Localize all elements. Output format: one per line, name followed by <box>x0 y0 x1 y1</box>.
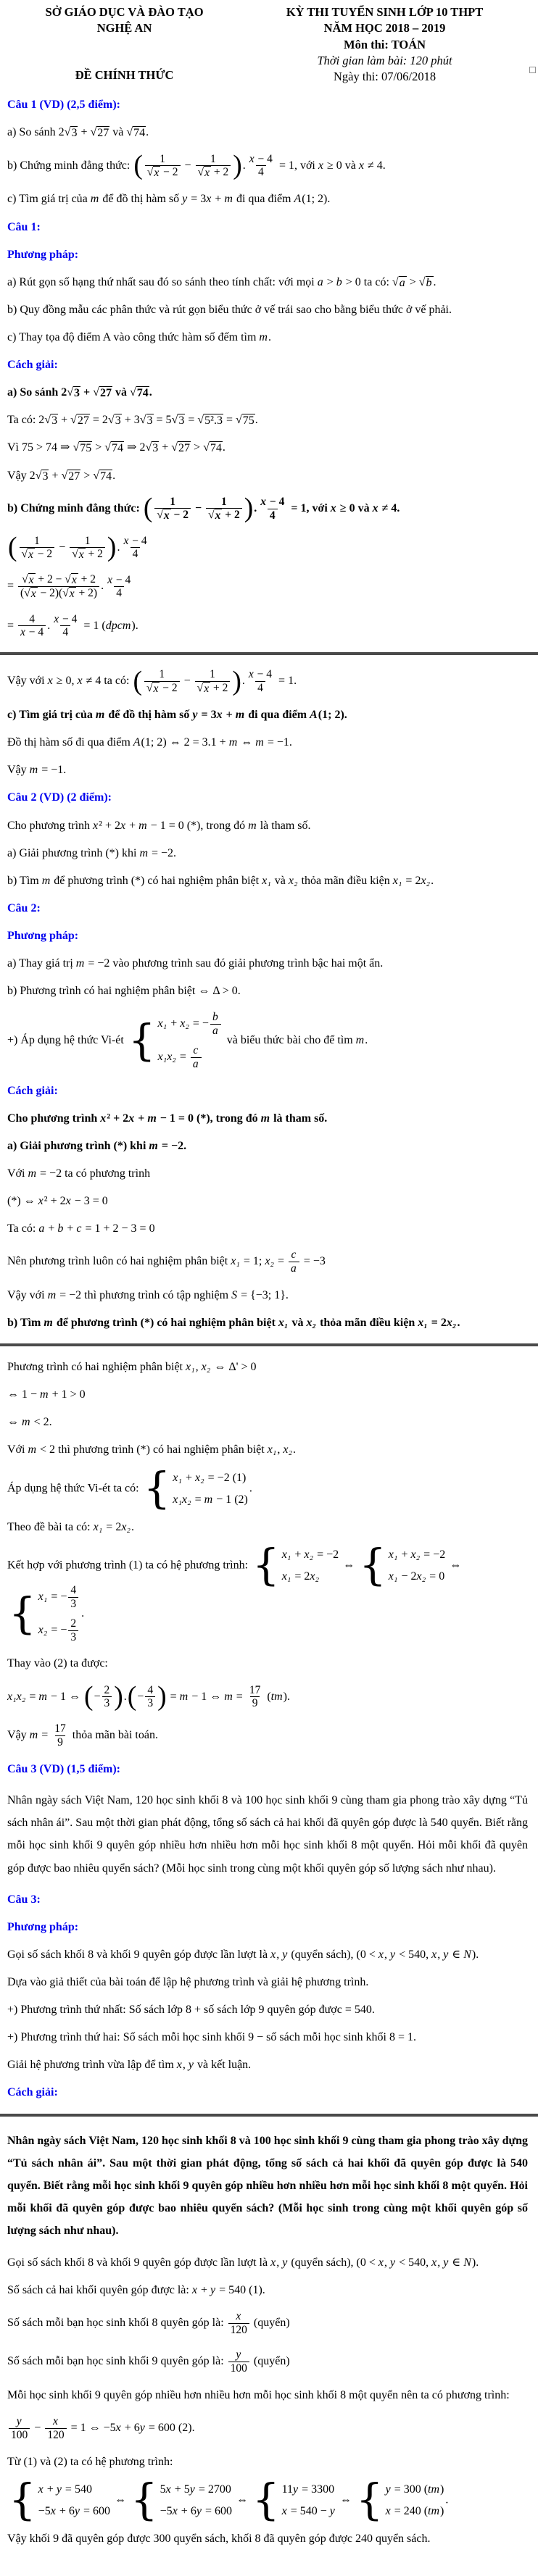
text-line: Vậy m = $\frac{17}{9}$ thỏa mãn bài toán. <box>7 1722 158 1749</box>
fraction: $\frac{4}{x - 4}$ <box>18 613 46 640</box>
fraction: $\frac{x}{120}$ <box>228 2310 249 2337</box>
equation-system: { 5x + 5y = 2700 −5x + 6y = 600 <box>130 2475 232 2525</box>
document-header <box>7 4 528 85</box>
section-heading: Phương pháp: <box>7 1920 79 1933</box>
text-line: Thay vào (2) ta được: <box>7 1657 108 1670</box>
square-root: √ 74 <box>129 386 149 400</box>
text-line: Số sách mỗi bạn học sinh khối 9 quyên góp là: $\frac{y}{100}$ (quyển) <box>7 2348 290 2375</box>
exam-date: Ngày thi: 07/06/2018 <box>333 70 436 84</box>
square-root: √ a <box>392 275 405 289</box>
text-line: +) Phương trình thứ hai: Số sách mỗi học sinh khối 9 − số sách mỗi học sinh khối 8 = 1. <box>7 2031 416 2044</box>
fraction: $\frac{2}{3}$ <box>68 1617 78 1644</box>
document-body <box>7 97 528 2546</box>
text-line: = √ x + 2 − √ x + 2 ( √ x − 2)( √ x + 2) . $\frac{x - 4}{4}$ <box>7 573 528 600</box>
section-heading: Phương pháp: <box>7 929 79 942</box>
fraction: $\frac{b}{a}$ <box>210 1011 221 1038</box>
section-heading: Câu 2 (VD) (2 điểm): <box>7 791 112 804</box>
text-line: c) Tìm giá trị của m để đồ thị hàm số y = 3x + m đi qua điểm A(1; 2). <box>7 193 331 206</box>
text-line: a) So sánh 2 √ 3 + √ 27 và √ 74 . <box>7 386 152 400</box>
text-line: Vậy khối 9 đã quyên góp được 300 quyển sách, khối 8 đã quyên góp được 240 quyển sách. <box>7 2533 431 2546</box>
text-line: = $\frac{4}{x - 4}$ . $\frac{x - 4}{4}$ = 1 (dpcm). <box>7 612 138 639</box>
square-root: √ x <box>196 682 210 696</box>
text-line: Áp dụng hệ thức Vi-ét ta có: { x₁ + x₂ = −2 (1) x₁x₂ = m − 1 (2) . <box>7 1463 252 1514</box>
section-divider <box>0 1343 538 1346</box>
text-line: +) Phương trình thứ nhất: Số sách lớp 8 + số sách lớp 9 quyên góp được = 540. <box>7 2004 375 2017</box>
square-root: √ 74 <box>203 441 222 455</box>
square-root: √ 3 <box>44 414 58 428</box>
square-root: √ 3 <box>145 441 159 455</box>
fraction: $\frac{17}{9}$ <box>249 1683 261 1710</box>
text-line: a) Giải phương trình (*) khi m = −2. <box>7 846 177 859</box>
text-line: (*) ⇔ x² + 2x − 3 = 0 <box>7 1195 108 1208</box>
province-name: NGHỆ AN <box>96 21 152 36</box>
section-heading: Câu 2: <box>7 901 41 914</box>
section-heading: Cách giải: <box>7 2086 58 2099</box>
fraction: $\frac{y}{100}$ <box>9 2415 30 2442</box>
text-line: Phương trình có hai nghiệm phân biệt x₁, x₂ ⇔ Δ' > 0 <box>7 1361 257 1374</box>
square-root: √ b <box>418 275 432 289</box>
missing-glyph-box <box>529 67 536 73</box>
section-heading: Câu 1: <box>7 220 41 233</box>
text-line: Cho phương trình x² + 2x + m − 1 = 0 (*), trong đó m là tham số. <box>7 819 311 832</box>
header-right-column <box>241 4 528 85</box>
text-line: { x + y = 540 −5x + 6y = 600 ⇔ { 5x + 5y = 2700 −5x + 6y = 600 ⇔ { 11y = 3300 x = 540 − y ⇔ { y = 300 (tm) x = 240 (tm) . <box>9 2475 449 2525</box>
fraction: $\frac{x - 4}{4}$ <box>54 612 78 639</box>
exam-title: KỲ THI TUYỂN SINH LỚP 10 THPT <box>286 5 484 19</box>
subject-name: Môn thi: TOÁN <box>344 37 426 51</box>
header-left-column <box>7 4 241 85</box>
fraction: $\frac{4}{3}$ <box>145 1684 155 1711</box>
section-heading: Cách giải: <box>7 359 58 372</box>
text-line: Nhân ngày sách Việt Nam, 120 học sinh khối 8 và 100 học sinh khối 9 cùng tham gia phong trào xây dựng “Tủ sách nhân ái”. Sau một thời gian phát động, tổng số sách cả hai khối đã quyên góp được là 540 quyển. Biết rằng mỗi học sinh khối 9 quyên góp nhiều hơn nhiều hơn mỗi học sinh khối 8 một quyển. Hỏi mỗi khối đã quyên góp được bao nhiêu quyển sách? (Mỗi học sinh trong cùng một khối quyên góp số lượng sách như nhau). <box>7 2134 528 2238</box>
square-root: √ x <box>62 587 75 601</box>
fraction: √ x + 2 − √ x + 2 ( √ x − 2)( √ x + 2) <box>18 573 99 600</box>
fraction: $\frac{x}{120}$ <box>45 2415 66 2442</box>
text-line: x₁x₂ = m − 1 ⇔ (− $\frac{2}{3}$ ).(− $\frac{4}{3}$ ) = m − 1 ⇔ m = $\frac{17}{9}$ (tm). <box>7 1681 290 1712</box>
equation-system: { y = 300 (tm) x = 240 (tm) <box>355 2475 444 2525</box>
square-root: √ 3 <box>35 469 49 483</box>
square-root: √ 27 <box>171 441 191 455</box>
department-name: SỞ GIÁO DỤC VÀ ĐÀO TẠO <box>45 5 204 19</box>
fraction: 1 √ x + 2 <box>195 668 231 695</box>
section-heading: Cách giải: <box>7 1084 58 1097</box>
text-line: b) Chứng minh đẳng thức: ( 1 √ x − 2 − 1 √ x + 2 ). $\frac{x - 4}{4}$ = 1, với x ≥ 0 và x ≠ 4. <box>7 493 400 524</box>
section-heading: Phương pháp: <box>7 248 79 261</box>
text-line: a) Thay giá trị m = −2 vào phương trình sau đó giải phương trình bậc hai một ẩn. <box>7 957 384 970</box>
text-line: Ta có: 2 √ 3 + √ 27 = 2 √ 3 + 3 √ 3 = 5 √ 3 = √ 5².3 = √ 75 . <box>7 414 258 428</box>
text-line: Vậy với m = −2 thì phương trình có tập nghiệm S = {−3; 1}. <box>7 1288 289 1301</box>
fraction: $\frac{x - 4}{4}$ <box>249 152 273 179</box>
square-root: √ x <box>22 573 34 587</box>
text-line: Ta có: a + b + c = 1 + 2 − 3 = 0 <box>7 1222 155 1235</box>
text-line: Mỗi học sinh khối 9 quyên góp nhiều hơn nhiều hơn mỗi học sinh khối 8 một quyển nên ta có phương trình: <box>7 2389 510 2402</box>
section-divider <box>0 2114 538 2117</box>
square-root: √ 3 <box>64 126 78 140</box>
text-line: Theo đề bài ta có: x₁ = 2x₂. <box>7 1520 134 1533</box>
fraction: 1 √ x − 2 <box>145 153 181 180</box>
school-year: NĂM HỌC 2018 – 2019 <box>323 21 446 36</box>
text-line: Vậy 2 √ 3 + √ 27 > √ 74 . <box>7 469 116 483</box>
text-line: b) Chứng minh đẳng thức: ( 1 √ x − 2 − 1 √ x + 2 ). $\frac{x - 4}{4}$ = 1, với x ≥ 0 và x ≠ 4. <box>7 150 386 180</box>
equation-system: { x₁ + x₂ = −2 x₁ = 2x₂ <box>252 1540 339 1591</box>
text-line: Từ (1) và (2) ta có hệ phương trình: <box>7 2455 173 2468</box>
fraction: $\frac{x - 4}{4}$ <box>123 534 147 561</box>
square-root: √ 27 <box>70 414 89 428</box>
text-line: a) Rút gọn số hạng thứ nhất sau đó so sánh theo tính chất: với mọi a > b > 0 ta có: √ a > √ b . <box>7 275 436 289</box>
text-line: Gọi số sách khối 8 và khối 9 quyên góp được lần lượt là x, y (quyển sách), (0 < x, y < 540, x, y ∈ N). <box>7 2256 479 2269</box>
text-line: b) Quy đồng mẫu các phân thức và rút gọn biểu thức ở vế trái sao cho bằng biểu thức ở vế phải. <box>7 303 452 316</box>
text-line: b) Phương trình có hai nghiệm phân biệt ⇔ Δ > 0. <box>7 985 241 998</box>
square-root: √ 3 <box>171 414 185 428</box>
square-root: √ 74 <box>104 441 124 455</box>
text-line: Vậy với x ≥ 0, x ≠ 4 ta có: ( 1 √ x − 2 − 1 √ x + 2 ). $\frac{x - 4}{4}$ = 1. <box>7 666 297 696</box>
square-root: √ 3 <box>67 386 80 400</box>
square-root: √ x <box>197 166 210 180</box>
section-heading: Câu 3: <box>7 1893 41 1906</box>
fraction: $\frac{2}{3}$ <box>102 1684 112 1711</box>
fraction: 1 √ x − 2 <box>154 496 191 522</box>
fraction: $\frac{y}{100}$ <box>228 2348 249 2375</box>
text-line: Với m < 2 thì phương trình (*) có hai nghiệm phân biệt x₁, x₂. <box>7 1443 297 1456</box>
text-line: Cho phương trình x² + 2x + m − 1 = 0 (*), trong đó m là tham số. <box>7 1112 328 1125</box>
square-root: √ 75 <box>73 441 92 455</box>
square-root: √ x <box>208 509 221 522</box>
fraction: $\frac{c}{a}$ <box>191 1044 202 1071</box>
equation-system: { x₁ + x₂ = − $\frac{b}{a}$ x₁x₂ = $\frac{c}{a}$ <box>128 1011 223 1070</box>
fraction: $\frac{x - 4}{4}$ <box>248 668 273 695</box>
text-line: c) Thay tọa độ điểm A vào công thức hàm số đếm tìm m. <box>7 330 271 343</box>
square-root: √ 3 <box>107 414 121 428</box>
fraction: $\frac{4}{3}$ <box>68 1584 78 1611</box>
square-root: √ 27 <box>61 469 80 483</box>
text-line: ⇔ m < 2. <box>7 1416 52 1429</box>
text-line: Vì 75 > 74 ⇒ √ 75 > √ 74 ⇒ 2 √ 3 + √ 27 > √ 74 . <box>7 441 225 455</box>
square-root: √ x <box>21 548 33 562</box>
text-line: Nên phương trình luôn có hai nghiệm phân biệt x₁ = 1; x₂ = $\frac{c}{a}$ = −3 <box>7 1249 326 1275</box>
square-root: √ 75 <box>235 414 254 428</box>
text-line: Dựa vào giả thiết của bài toán để lập hệ phương trình và giải hệ phương trình. <box>7 1976 369 1989</box>
text-line: a) Giải phương trình (*) khi m = −2. <box>7 1139 187 1152</box>
text-line: +) Áp dụng hệ thức Vi-ét { x₁ + x₂ = − $\frac{b}{a}$ x₁x₂ = $\frac{c}{a}$ và biểu thức bài cho để tìm m. <box>7 1011 368 1070</box>
square-root: √ 3 <box>139 414 153 428</box>
text-line: Vậy m = −1. <box>7 764 67 777</box>
text-line: Số sách mỗi bạn học sinh khối 8 quyên góp là: $\frac{x}{120}$ (quyển) <box>7 2309 290 2336</box>
text-line: b) Tìm m để phương trình (*) có hai nghiệm phân biệt x₁ và x₂ thỏa mãn điều kiện x₁ = 2x₂. <box>7 874 434 887</box>
exam-duration: Thời gian làm bài: 120 phút <box>317 53 452 67</box>
square-root: √ 5².3 <box>197 414 223 428</box>
equation-system: { x₁ + x₂ = −2 (1) x₁x₂ = m − 1 (2) <box>143 1463 248 1514</box>
equation-system: { x₁ = − $\frac{4}{3}$ x₂ = − $\frac{2}{3}$ <box>9 1584 80 1643</box>
square-root: √ x <box>157 509 170 522</box>
official-exam-label: ĐỀ CHÍNH THỨC <box>75 67 174 82</box>
square-root: √ x <box>65 573 77 587</box>
text-line: Kết hợp với phương trình (1) ta có hệ phương trình: { x₁ + x₂ = −2 x₁ = 2x₂ ⇔ { x₁ + x₂ = −2 x₁ − 2x₂ = 0 ⇔ { x₁ = − $\frac{4}{3}$ x₂ = − $\frac{2}{3}$ . <box>7 1540 462 1643</box>
square-root: √ x <box>72 548 84 562</box>
text-line: Giải hệ phương trình vừa lập để tìm x, y và kết luận. <box>7 2059 252 2072</box>
text-line: $\frac{y}{100}$ − $\frac{x}{120}$ = 1 ⇔ −5x + 6y = 600 (2). <box>7 2415 528 2442</box>
fraction: 1 √ x + 2 <box>206 496 242 522</box>
fraction: $\frac{17}{9}$ <box>54 1722 66 1749</box>
section-heading: Câu 3 (VD) (1,5 điểm): <box>7 1762 120 1775</box>
square-root: √ 27 <box>93 386 112 400</box>
equation-system: { x₁ + x₂ = −2 x₁ − 2x₂ = 0 <box>359 1540 446 1591</box>
fraction: 1 √ x − 2 <box>144 668 180 695</box>
text-line: ⇔ 1 − m + 1 > 0 <box>7 1388 86 1401</box>
section-divider <box>0 652 538 655</box>
fraction: $\frac{x - 4}{4}$ <box>107 573 131 600</box>
fraction: $\frac{c}{a}$ <box>289 1249 299 1275</box>
text-line: Nhân ngày sách Việt Nam, 120 học sinh khối 8 và 100 học sinh khối 9 cùng tham gia phong trào xây dựng “Tủ sách nhân ái”. Sau một thời gian phát động, tổng số sách cả hai khối đã quyên góp được là 540 quyển. Biết rằng mỗi học sinh khối 9 quyên góp nhiều hơn nhiều hơn mỗi học sinh khối 8 một quyển. Hỏi mỗi khối đã quyên góp được bao nhiêu quyển sách? (Mỗi học sinh trong cùng một khối quyên góp số lượng sách như nhau). <box>7 1793 528 1875</box>
text-line: c) Tìm giá trị của m để đồ thị hàm số y = 3x + m đi qua điểm A(1; 2). <box>7 709 347 722</box>
equation-system: { 11y = 3300 x = 540 − y <box>252 2475 335 2525</box>
text-line: b) Tìm m để phương trình (*) có hai nghiệm phân biệt x₁ và x₂ thỏa mãn điều kiện x₁ = 2x₂. <box>7 1317 460 1330</box>
fraction: $\frac{x - 4}{4}$ <box>260 495 285 522</box>
equation-system: { x + y = 540 −5x + 6y = 600 <box>9 2475 110 2525</box>
fraction: 1 √ x − 2 <box>20 535 55 562</box>
fraction: 1 √ x + 2 <box>196 153 231 180</box>
text-line: Đồ thị hàm số đi qua điểm A(1; 2) ⇔ 2 = 3.1 + m ⇔ m = −1. <box>7 736 292 749</box>
square-root: √ 74 <box>126 126 146 140</box>
text-line: Gọi số sách khối 8 và khối 9 quyên góp được lần lượt là x, y (quyển sách), (0 < x, y < 540, x, y ∈ N). <box>7 1948 479 1961</box>
text-line: Với m = −2 ta có phương trình <box>7 1167 151 1180</box>
square-root: √ x <box>146 682 159 696</box>
header-spacer <box>7 37 241 67</box>
square-root: √ 74 <box>93 469 112 483</box>
fraction: 1 √ x + 2 <box>70 535 105 562</box>
text-line: Số sách cả hai khối quyên góp được là: x + y = 540 (1). <box>7 2283 265 2296</box>
text-line: ( 1 √ x − 2 − 1 √ x + 2 ). $\frac{x - 4}{4}$ <box>7 535 528 562</box>
square-root: √ x <box>146 166 160 180</box>
section-heading: Câu 1 (VD) (2,5 điểm): <box>7 99 120 112</box>
text-line: a) So sánh 2 √ 3 + √ 27 và √ 74 . <box>7 126 149 140</box>
square-root: √ 27 <box>90 126 109 140</box>
square-root: √ x <box>24 587 36 601</box>
